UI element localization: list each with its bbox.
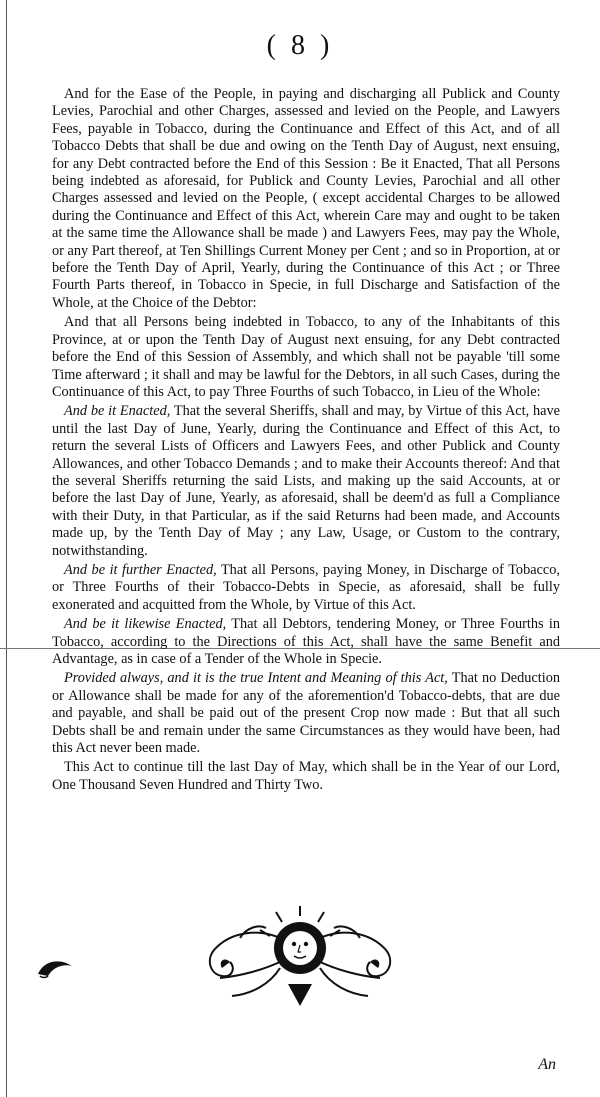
sun-face-icon — [274, 922, 326, 974]
paragraph-text: That no Deduction or Allowance shall be made for any of the aforemention'd Tobacco-debts, that are due and payable, and shall be paid out of the present Crop now made : But that all such Debts shall be and remain under the same Circumstances as they would have been, had this Act never been made. — [52, 670, 561, 757]
paragraph-lead: And be it Enacted, — [64, 403, 171, 420]
act-body-text — [52, 86, 560, 794]
paragraph-lead: And be it further Enacted, — [64, 561, 217, 578]
paragraph-text: And that all Persons being indebted in Tobacco, to any of the Inhabitants of this Province, at or upon the Tenth Day of August next ensuing, for any Debt contracted before the End of this Session of Assembly, and which shall not be payable 'till some Time afterward ; it shall and may be lawful for the Debtors, in all such Cases, during the Continuance of this Act, to pay Three Fourths of such Tobacco, in Lieu of the Whole: — [52, 314, 560, 400]
paragraph-text: That all Persons, paying Money, in Discharge of Tobacco, or Three Fourths of their Tobacco-Debts in Specie, as aforesaid, shall be fully exonerated and acquitted from the Whole, by Virtue of this Act. — [52, 561, 560, 613]
paragraph-tobacco-debts — [52, 314, 560, 401]
page-number: ( 8 ) — [266, 30, 334, 61]
catchword: An — [538, 1056, 556, 1073]
paragraph-levies — [52, 86, 560, 312]
paragraph-proviso — [52, 670, 560, 757]
paragraph-money-payment — [52, 562, 560, 614]
paragraph-lead: Provided always, and it is the true Intent and Meaning of this Act, — [64, 670, 448, 687]
margin-flourish-icon — [34, 956, 76, 980]
paragraph-continuance — [52, 759, 560, 794]
paragraph-text: That all Debtors, tendering Money, or Three Fourths in Tobacco, according to the Directions of this Act, shall have the same Benefit and Advantage, as in case of a Tender of the Whole in Specie. — [52, 616, 560, 667]
paragraph-lead: And be it likewise Enacted, — [64, 616, 227, 633]
paragraph-text: And for the Ease of the People, in paying and discharging all Publick and County Levies, Parochial and other Charges, assessed and levied on the People, and Lawyers Fees, payable in Tobacco, during the Continuance and Effect of this Act, and of all Tobacco Debts that shall be due and owing on the Tenth Day of August, next ensuing, for any Debt contracted before the End of this Session : Be it Enacted, That all Persons being indebted as aforesaid, for Publick and County Levies, Parochial and all other Charges assessed and levied on the People, ( except accidental Charges to be allowed during the Continuance and Effect of this Act, wherein Care may and ought to be taken at the same time the Allowance shall be made ) and Lawyers Fees, may pay the Whole, or any Part thereof, at Ten Shillings Current Money per Cent ; and so in Proportion, at or before the Tenth Day of April, Yearly, during the Continuance of this Act ; or Three Fourth Parts thereof, in Tobacco in Specie, in full Discharge and Satisfaction of the Whole, at the Choice of the Debtor: — [52, 86, 560, 311]
paragraph-tender — [52, 616, 560, 668]
page-edge — [0, 0, 7, 1097]
paragraph-text: This Act to continue till the last Day of May, which shall be in the Year of our Lord, One Thousand Seven Hundred and Thirty Two. — [52, 759, 560, 793]
paragraph-sheriffs — [52, 403, 560, 560]
tailpiece-ornament — [200, 898, 400, 1008]
paragraph-text: That the several Sheriffs, shall and may, by Virtue of this Act, have until the last Day of June, Yearly, during the Continuance and Effect of this Act, to return the several Lists of Officers and Lawyers Fees, and other Publick and County Allowances, and other Tobacco Demands ; and to make their Accounts thereof: And that the several Sheriffs returning the said Lists, and making up the said Accounts, at or before the last Day of June, Yearly, as aforesaid, shall be deem'd as full a Compliance with their Duty, in that Particular, as if the said Returns had been made, and Accounts made up, by the Tenth Day of May ; any Law, Usage, or Custom to the contrary, notwithstanding. — [52, 403, 561, 559]
